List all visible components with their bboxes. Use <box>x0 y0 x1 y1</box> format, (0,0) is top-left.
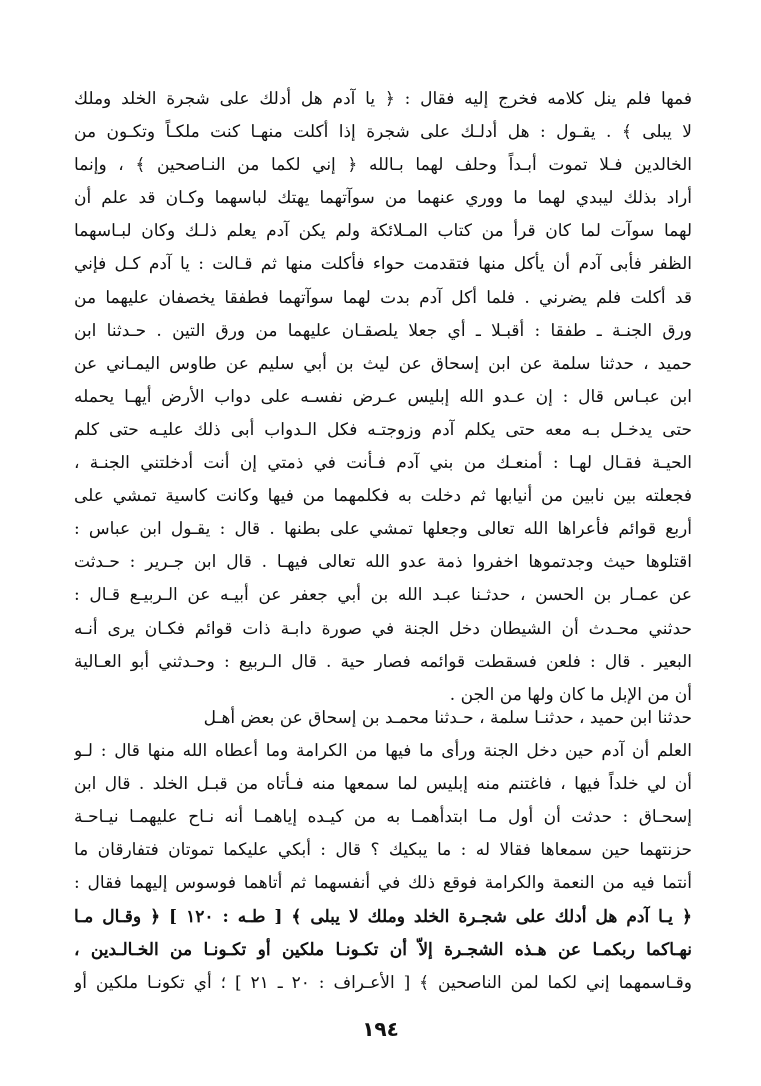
text-line: الحيـة فقـال لهـا : أمنعـك من بني آدم فـأنت في ذمتي إن أنت أدخلتني الجنـة ، <box>74 453 692 474</box>
text-line: أنتما فيه من النعمة والكرامة فوقع ذلك في أنفسهما ثم أتاهما فوسوس إليهما فقال : <box>74 873 692 894</box>
paragraph-1 <box>74 83 692 712</box>
text-line: إسحـاق : حدثت أن أول مـا ابتدأهمـا به من كيـده إياهمـا أنه نـاح عليهمـا نيـاحـة <box>74 807 692 828</box>
text-line: ابن عبـاس قال : إن عـدو الله إبليس عـرض نفسـه على دواب الأرض أيهـا يحمله <box>74 386 692 407</box>
text-line: نهـاكما ربكمـا عن هـذه الشجـرة إلاّ أن تكـونـا ملكين أو تكـونـا من الخـالـدين ، <box>74 939 692 960</box>
text-line: الخالدين فـلا تموت أبـداً وحلف لهما بـالله ﴿ إني لكما من النـاصحين ﴾ ، وإنما <box>74 155 692 176</box>
text-line: ﴿ يـا آدم هل أدلك على شجـرة الخلد وملك لا يبلى ﴾ [ طـه : ١٢٠ ] ﴿ وقـال مـا <box>74 906 692 927</box>
paragraph-2 <box>74 702 692 1000</box>
text-line: عن عمـار بن الحسن ، حدثـنا عبـد الله بن أبي جعفر عن أبيـه عن الـربيـع قـال : <box>74 585 692 606</box>
text-line: حتى يدخـل بـه معه حتى يكلم آدم وزوجتـه فكل الـدواب أبى ذلك عليـه حتى كلم <box>74 419 692 440</box>
text-line: اقتلوها حيث وجدتموها اخفروا ذمة عدو الله تعالى فيهـا . قال ابن جـرير : حـدثت <box>74 552 692 573</box>
text-line: أراد بذلك ليبدي لهما ما ووري عنهما من سوآتهما يهتك لباسهما وكـان قد علم أن <box>74 188 692 209</box>
text-line: أن من الإبل ما كان ولها من الجن . <box>449 684 692 705</box>
text-line: لا يبلى ﴾ . يقـول : هل أدلـك على شجرة إذا أكلت منهـا كنت ملكـاً وتكـون من <box>74 122 692 143</box>
text-line: الظفر فأبى آدم أن يأكل منها فتقدمت حواء فأكلت منها ثم قـالت : يا آدم كـل فإني <box>74 254 692 275</box>
text-line: أربع قوائم فأعراها الله تعالى وجعلها تمشي على بطنها . قال : يقـول ابن عباس : <box>74 519 692 540</box>
text-line: لهما سوآت لما كان قرأ من كتاب المـلائكة ولم يكن آدم يعلم ذلـك وكان لبـاسهما <box>74 221 692 242</box>
text-line: البعير . قال : فلعن فسقطت قوائمه فصار حية . قال الـربيع : وحـدثني أبو العـالية <box>74 651 692 672</box>
text-line: وقـاسمهما إني لكما لمن الناصحين ﴾ [ الأعـراف : ٢٠ ـ ٢١ ] ؛ أي تكونـا ملكين أو <box>74 972 692 993</box>
text-line: حدثنا ابن حميد ، حدثنـا سلمة ، حـدثنا محمـد بن إسحاق عن بعض أهـل <box>203 708 692 728</box>
text-line: العلم أن آدم حين دخل الجنة ورأى ما فيها من الكرامة وما أعطاه الله منها قال : لـو <box>74 741 692 762</box>
text-line: حزنتهما حين سمعاها فقالا له : ما يبكيك ؟ قال : أبكي عليكما تموتان فتفارقان ما <box>74 840 692 861</box>
text-line: ورق الجنـة ـ طفقا : أقبـلا ـ أي جعلا يلصقـان عليهما من ورق التين . حـدثنا ابن <box>74 320 692 341</box>
text-line: فمها فلم ينل كلامه فخرج إليه فقال : ﴿ يا آدم هل أدلك على شجرة الخلد وملك <box>74 89 692 109</box>
text-line: قد أكلت فلم يضرني . فلما أكل آدم بدت لهما سوآتهما فطفقا يخصفان عليهما من <box>74 287 692 308</box>
text-line: أن لي خلداً فيها ، فاغتنم منه إبليس لما سمعها منه فـأتاه من قبـل الخلد . قال ابن <box>74 774 692 795</box>
text-line: حميد ، حدثنا سلمة عن ابن إسحاق عن ليث بن أبي سليم عن طاوس اليمـاني عن <box>74 353 692 374</box>
text-line: حدثني محـدث أن الشيطان دخل الجنة في صورة دابـة ذات قوائم فكـان يرى أنـه <box>74 618 692 639</box>
text-line: فجعلته بين نابين من أنيابها ثم دخلت به فكلمهما من فيها وكانت كاسية تمشي على <box>74 486 692 507</box>
page-number: ١٩٤ <box>362 1017 399 1041</box>
